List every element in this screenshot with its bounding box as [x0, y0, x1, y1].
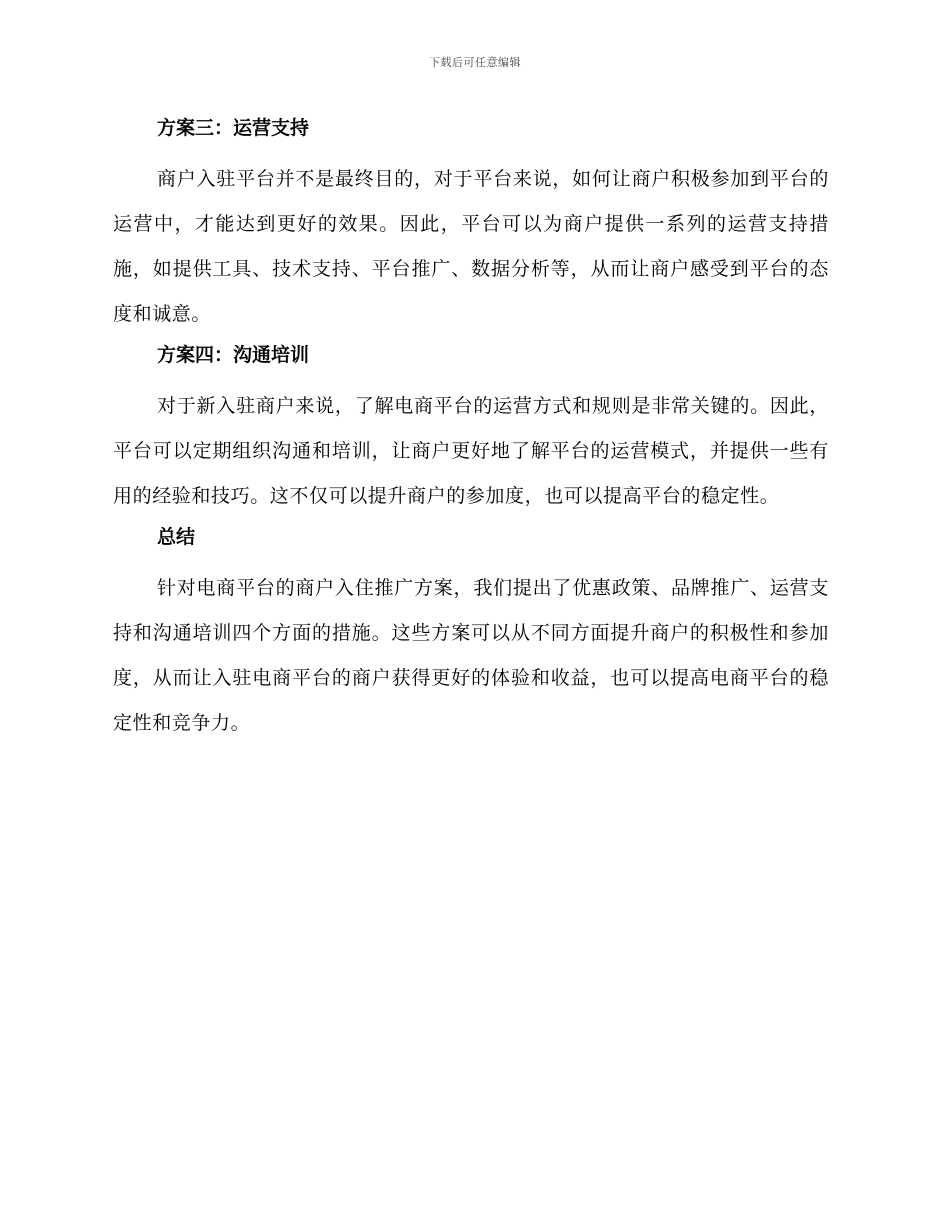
- document-body: [113, 112, 829, 748]
- section-paragraph: 对于新入驻商户来说，了解电商平台的运营方式和规则是非常关键的。因此，平台可以定期组织沟通和培训，让商户更好地了解平台的运营模式，并提供一些有用的经验和技巧。这不仅可以提升商户的参加度，也可以提高平台的稳定性。: [113, 395, 829, 507]
- section-heading: 总结: [157, 526, 196, 548]
- section-paragraph: 商户入驻平台并不是最终目的，对于平台来说，如何让商户积极参加到平台的运营中，才能达到更好的效果。因此，平台可以为商户提供一系列的运营支持措施，如提供工具、技术支持、平台推广、数据分析等，从而让商户感受到平台的态度和诚意。: [113, 168, 829, 325]
- section-heading: 方案四：沟通培训: [157, 344, 310, 366]
- header-note: 下载后可任意编辑: [429, 56, 521, 69]
- section-paragraph: 针对电商平台的商户入住推广方案，我们提出了优惠政策、品牌推广、运营支持和沟通培训四个方面的措施。这些方案可以从不同方面提升商户的积极性和参加度，从而让入驻电商平台的商户获得更好的体验和收益，也可以提高电商平台的稳定性和竞争力。: [113, 577, 829, 734]
- section-operations-support: [113, 112, 829, 337]
- section-communication-training: [113, 339, 829, 519]
- section-heading: 方案三：运营支持: [157, 117, 310, 139]
- section-summary: [113, 521, 829, 746]
